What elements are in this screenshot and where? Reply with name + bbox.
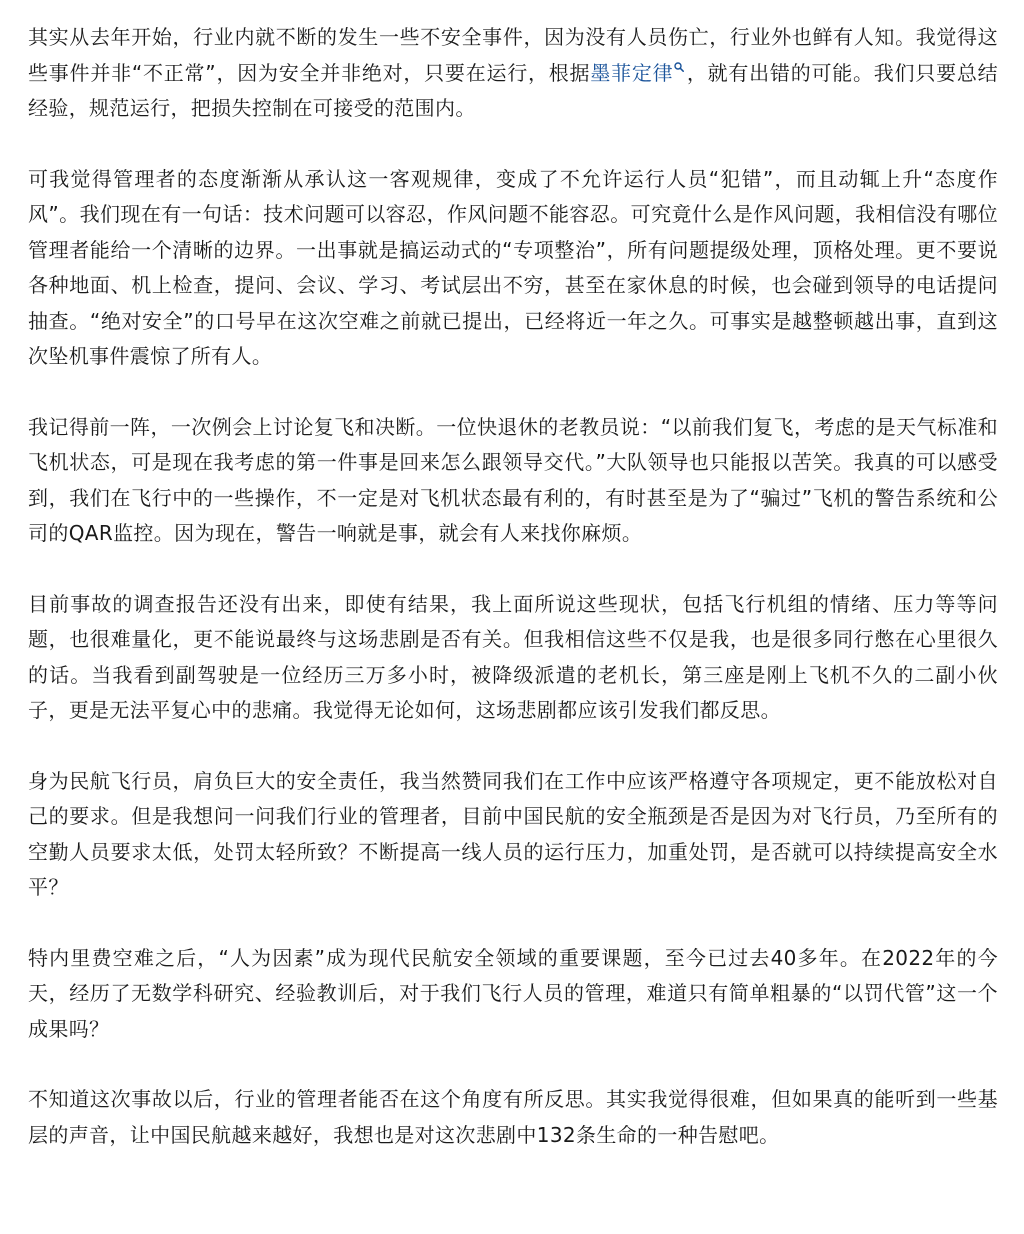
paragraph-6: 特内里费空难之后，“人为因素”成为现代民航安全领域的重要课题，至今已过去40多年。在2022年的今天，经历了无数学科研究、经验教训后，对于我们飞行人员的管理，难道只有简单粗暴的“以罚代管”这一个成果吗？ xyxy=(28,945,998,1041)
paragraph-1-text-before-link: 其实从去年开始，行业内就不断的发生一些不安全事件，因为没有人员伤亡，行业外也鲜有人知。我觉得这些事件并非“不正常”，因为安全并非绝对，只要在运行，根据 xyxy=(28,25,998,85)
paragraph-7: 不知道这次事故以后，行业的管理者能否在这个角度有所反思。其实我觉得很难，但如果真的能听到一些基层的声音，让中国民航越来越好，我想也是对这次悲剧中132条生命的一种告慰吧。 xyxy=(28,1087,998,1147)
search-icon[interactable] xyxy=(674,62,684,72)
paragraph-1-text-after-link: ，就有出错的可能。我们只要总结经验，规范运行，把损失控制在可接受的范围内。 xyxy=(28,60,998,120)
paragraph-1 xyxy=(28,20,998,127)
paragraph-5: 身为民航飞行员，肩负巨大的安全责任，我当然赞同我们在工作中应该严格遵守各项规定，更不能放松对自己的要求。但是我想问一问我们行业的管理者，目前中国民航的安全瓶颈是否是因为对飞行员，乃至所有的空勤人员要求太低，处罚太轻所致？不断提高一线人员的运行压力，加重处罚，是否就可以持续提高安全水平？ xyxy=(28,768,998,899)
paragraph-2: 可我觉得管理者的态度渐渐从承认这一客观规律，变成了不允许运行人员“犯错”，而且动辄上升“态度作风”。我们现在有一句话：技术问题可以容忍，作风问题不能容忍。可究竟什么是作风问题，我相信没有哪位管理者能给一个清晰的边界。一出事就是搞运动式的“专项整治”，所有问题提级处理，顶格处理。更不要说各种地面、机上检查，提问、会议、学习、考试层出不穷，甚至在家休息的时候，也会碰到领导的电话提问抽查。“绝对安全”的口号早在这次空难之前就已提出，已经将近一年之久。可事实是越整顿越出事，直到这次坠机事件震惊了所有人。 xyxy=(28,166,998,368)
paragraph-3: 我记得前一阵，一次例会上讨论复飞和决断。一位快退休的老教员说：“以前我们复飞，考虑的是天气标准和飞机状态，可是现在我考虑的第一件事是回来怎么跟领导交代。”大队领导也只能报以苦笑。我真的可以感受到，我们在飞行中的一些操作，不一定是对飞机状态最有利的，有时甚至是为了“骗过”飞机的警告系统和公司的QAR监控。因为现在，警告一响就是事，就会有人来找你麻烦。 xyxy=(28,414,998,545)
murphys-law-link[interactable]: 墨菲定律 xyxy=(590,60,674,85)
paragraph-4: 目前事故的调查报告还没有出来，即使有结果，我上面所说这些现状，包括飞行机组的情绪、压力等等问题，也很难量化，更不能说最终与这场悲剧是否有关。但我相信这些不仅是我，也是很多同行憋在心里很久的话。当我看到副驾驶是一位经历三万多小时，被降级派遣的老机长，第三座是刚上飞机不久的二副小伙子，更是无法平复心中的悲痛。我觉得无论如何，这场悲剧都应该引发我们都反思。 xyxy=(28,591,998,722)
